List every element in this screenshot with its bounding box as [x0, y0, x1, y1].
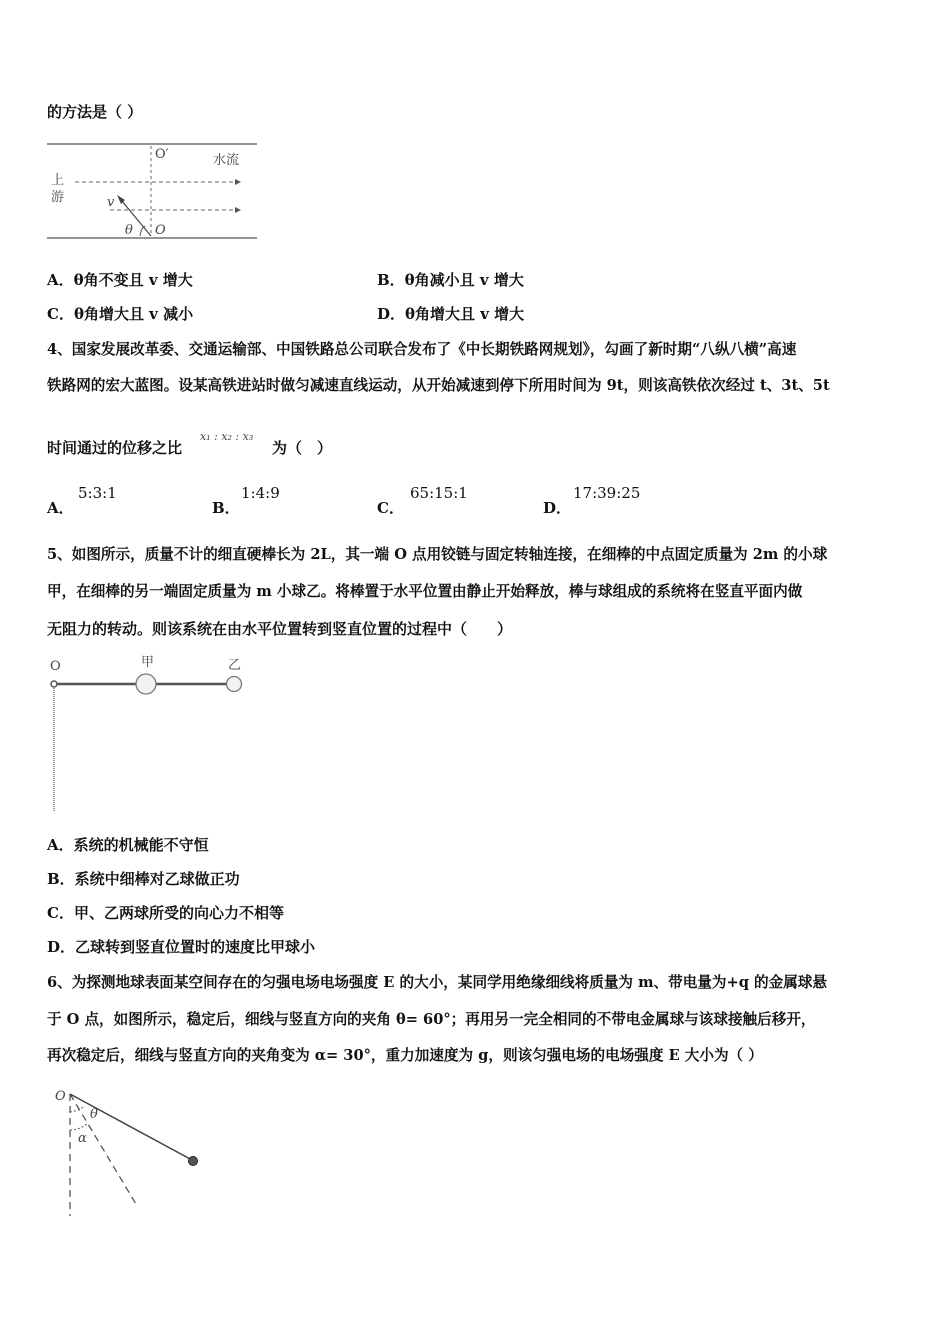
q5-option-a: A．系统的机械能不守恒 — [47, 836, 209, 854]
q6-stem-line-2: 于 O 点，如图所示，稳定后，细线与竖直方向的夹角 θ= 60°；再用另一完全相同的不带电金属球与该球接触后移开， — [47, 1011, 816, 1028]
q4-ratio-expression: x₁ : x₂ : x₃ — [200, 430, 254, 443]
q4-stem-line-2: 铁路网的宏大蓝图。设某高铁进站时做匀减速直线运动，从开始减速到停下所用时间为 9t，则该高铁依次经过 t、3t、5t — [47, 377, 830, 394]
q5-stem-line-1: 5、如图所示，质量不计的细直硬棒长为 2L，其一端 O 点用铰链与固定转轴连接，在细棒的中点固定质量为 2m 的小球 — [47, 546, 828, 563]
q4-option-c-label: C． — [377, 499, 404, 517]
q4-option-b-value: 1:4:9 — [241, 484, 280, 502]
q3-option-c: C．θ角增大且 v 减小 — [47, 305, 194, 323]
q4-stem-line-1: 4、国家发展改革委、交通运输部、中国铁路总公司联合发布了《中长期铁路网规划》，勾画了新时期“八纵八横”高速 — [47, 341, 797, 358]
q5-option-b: B．系统中细棒对乙球做正功 — [47, 870, 240, 888]
q5-option-d: D．乙球转到竖直位置时的速度比甲球小 — [47, 938, 316, 956]
q5-stem-line-2: 甲，在细棒的另一端固定质量为 m 小球乙。将棒置于水平位置由静止开始释放，棒与球组成的系统将在竖直平面内做 — [47, 583, 803, 600]
q4-option-b-label: B． — [212, 499, 240, 517]
q4-option-a-label: A． — [47, 499, 74, 517]
q4-option-d-label: D． — [543, 499, 572, 517]
q4-stem-line-3-post: 为（ ） — [272, 439, 333, 457]
q5-yi-label: 乙 — [228, 658, 242, 673]
q3-water-flow-label: 水流 — [213, 153, 240, 168]
q3-theta-label: θ — [125, 223, 133, 238]
q6-pendulum-figure — [52, 1086, 212, 1221]
q5-option-c: C．甲、乙两球所受的向心力不相等 — [47, 904, 284, 922]
q3-option-d: D．θ角增大且 v 增大 — [377, 305, 525, 323]
q4-option-c-value: 65:15:1 — [410, 484, 468, 502]
q4-option-a-value: 5:3:1 — [78, 484, 117, 502]
q4-option-d-value: 17:39:25 — [573, 484, 641, 502]
q3-option-a: A．θ角不变且 v 增大 — [47, 271, 193, 289]
q6-theta-label: θ — [90, 1107, 98, 1122]
q5-o-label: O — [50, 659, 61, 674]
q6-stem-line-1: 6、为探测地球表面某空间存在的匀强电场电场强度 E 的大小，某同学用绝缘细线将质量为 m、带电量为+q 的金属球悬 — [47, 974, 827, 991]
q5-stem-line-3: 无阻力的转动。则该系统在由水平位置转到竖直位置的过程中（ ） — [47, 620, 513, 638]
q5-jia-label: 甲 — [141, 655, 155, 670]
q6-o-label: O — [55, 1089, 66, 1104]
q3-upstream-label-1: 上 — [51, 173, 65, 188]
q3-river-figure — [45, 140, 260, 242]
q6-stem-line-3: 再次稳定后，细线与竖直方向的夹角变为 α= 30°，重力加速度为 g，则该匀强电场的电场强度 E 大小为（ ） — [47, 1047, 763, 1064]
q3-o-label: O — [155, 223, 166, 238]
q3-stem-tail: 的方法是（ ） — [47, 103, 143, 121]
q3-upstream-label-2: 游 — [51, 190, 65, 205]
q6-alpha-label: α — [78, 1131, 87, 1146]
q3-o-prime-label: O′ — [155, 147, 169, 162]
q3-option-b: B．θ角减小且 v 增大 — [377, 271, 524, 289]
q5-rod-figure — [45, 652, 255, 817]
q4-stem-line-3-pre: 时间通过的位移之比 — [47, 439, 183, 457]
q3-v-label: v — [107, 195, 115, 210]
